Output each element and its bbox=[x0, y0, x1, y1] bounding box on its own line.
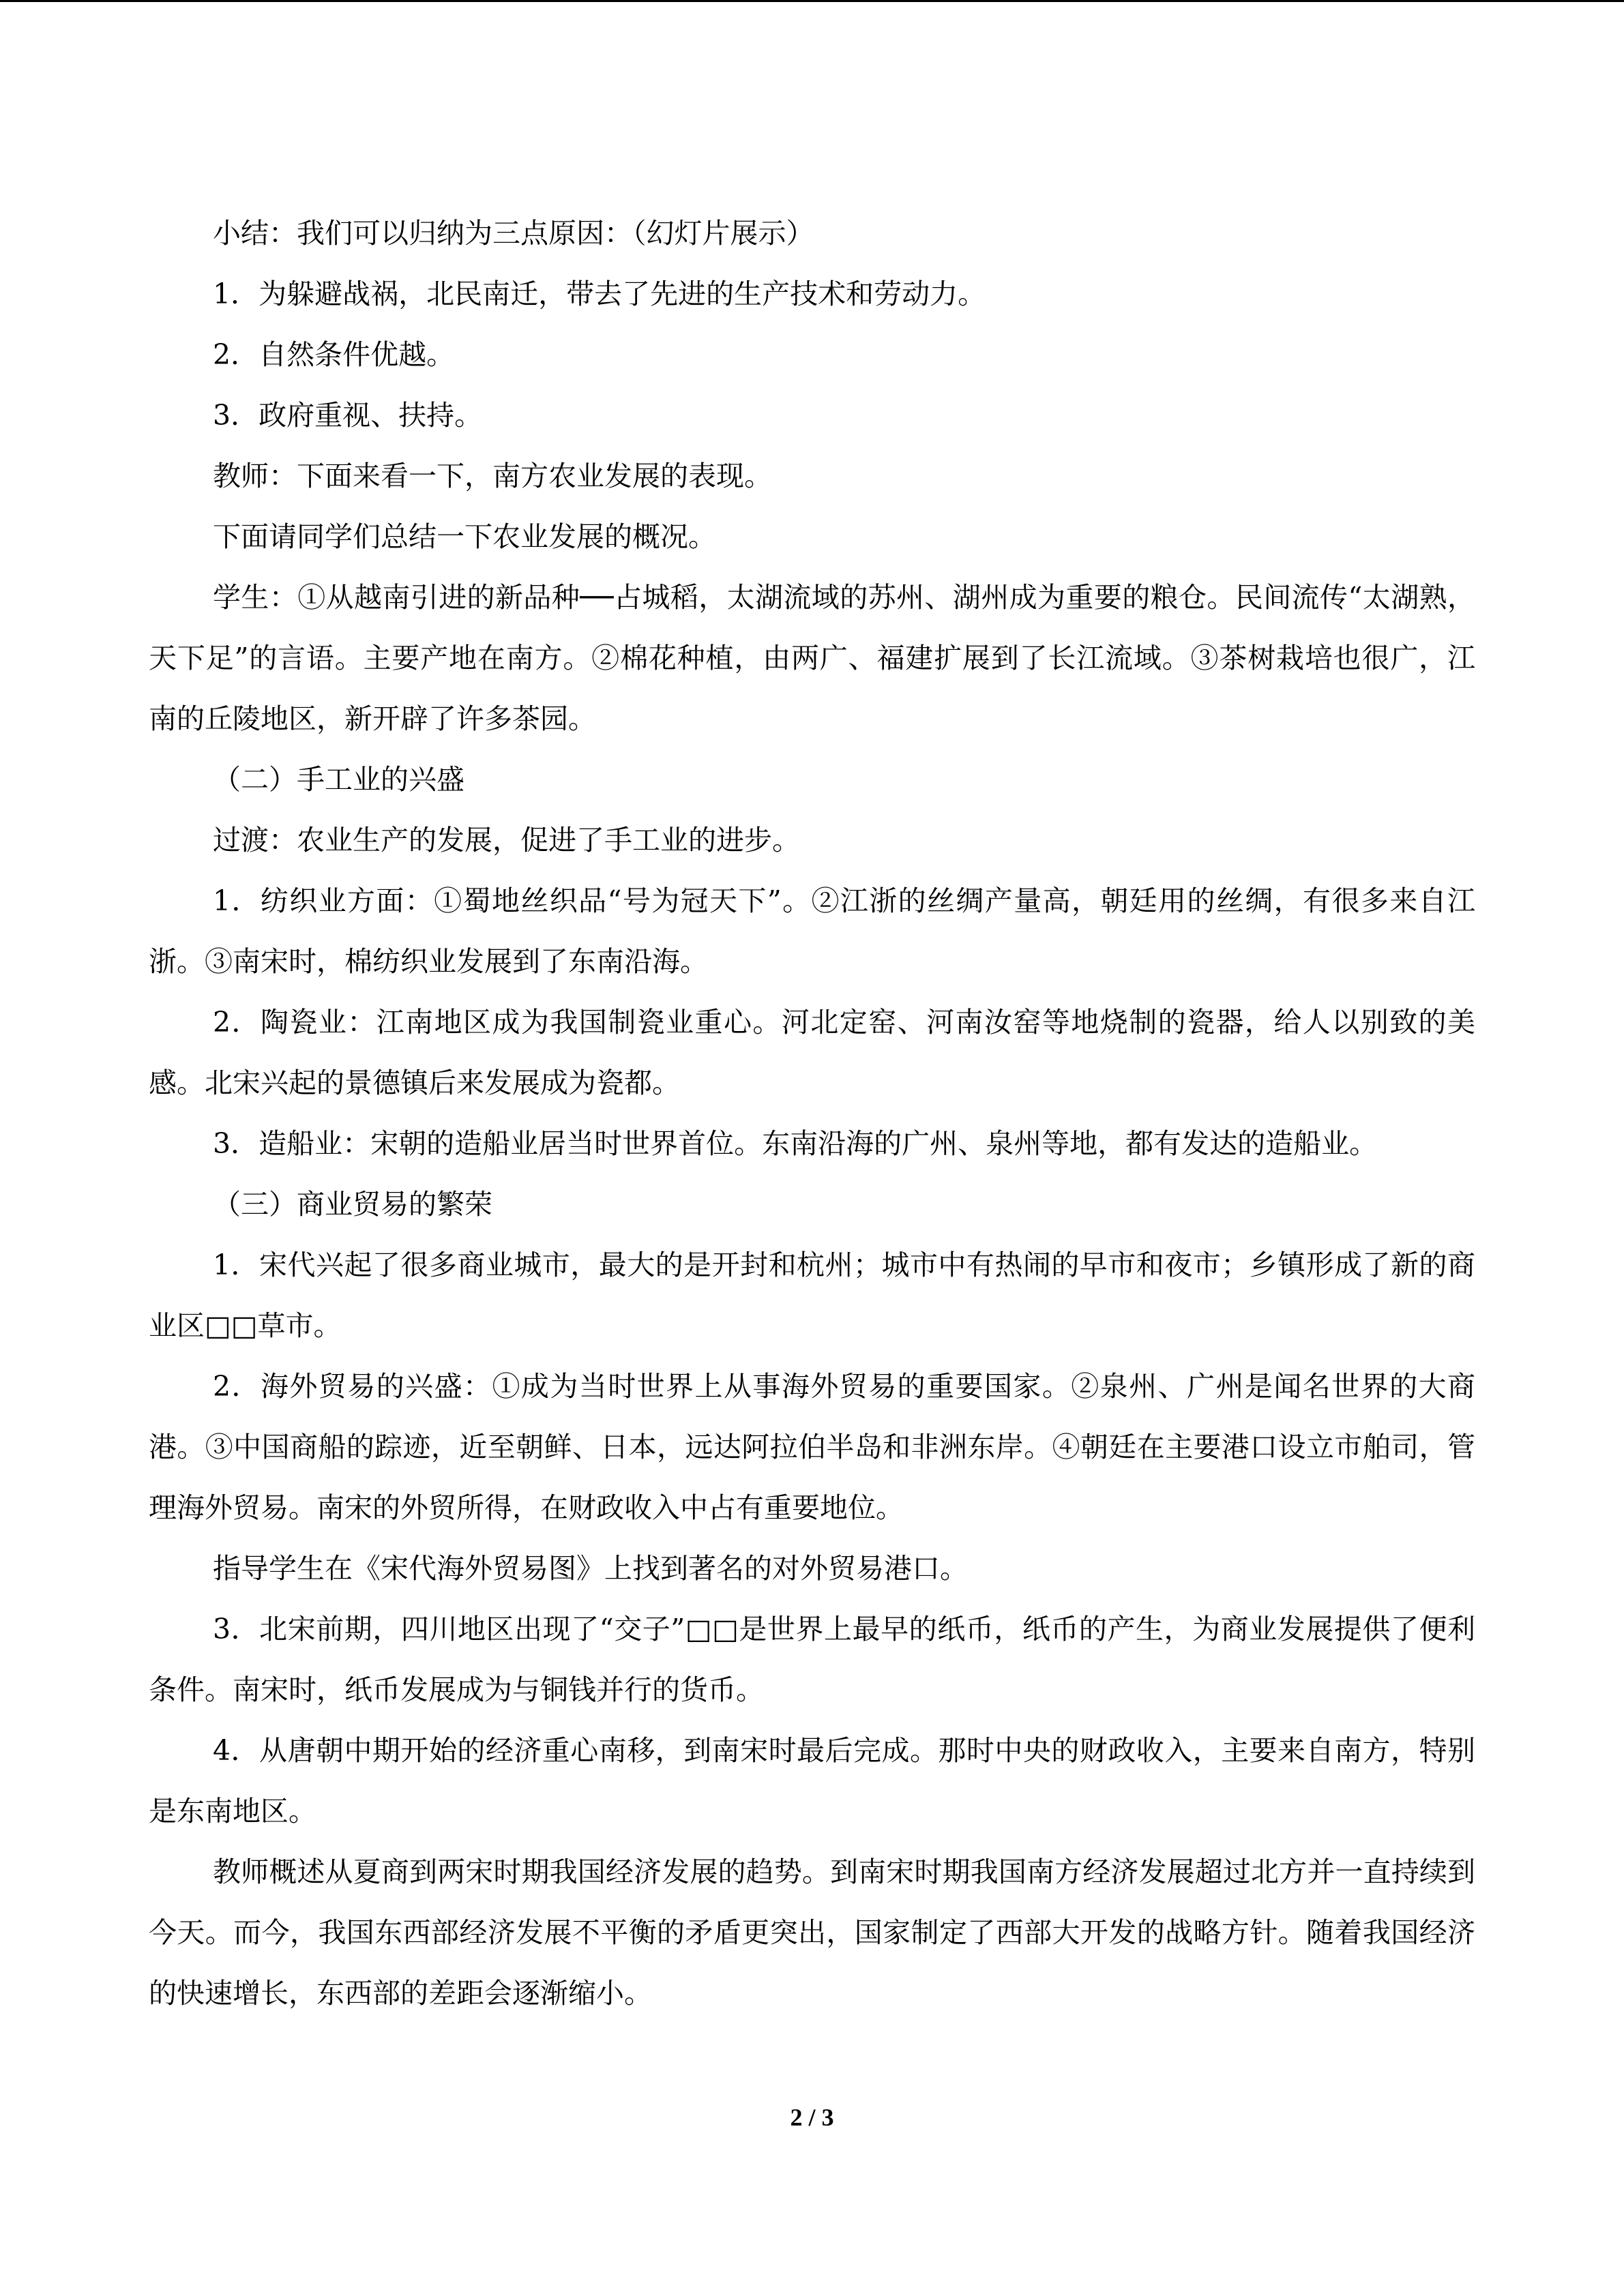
list-item: 2．陶瓷业：江南地区成为我国制瓷业重心。河北定窑、河南汝窑等地烧制的瓷器，给人以别致的美感。北宋兴起的景德镇后来发展成为瓷都。 bbox=[149, 1006, 1475, 1099]
list-item: 1．纺织业方面：①蜀地丝织品“号为冠天下”。②江浙的丝绸产量高，朝廷用的丝绸，有很多来自江浙。③南宋时，棉纺织业发展到了东南沿海。 bbox=[149, 884, 1475, 978]
page-number: 2 / 3 bbox=[790, 2104, 834, 2131]
prompt-paragraph: 下面请同学们总结一下农业发展的概况。 bbox=[213, 520, 716, 553]
section-heading: （三）商业贸易的繁荣 bbox=[213, 1188, 492, 1221]
student-paragraph: 学生：①从越南引进的新品种──占城稻，太湖流域的苏州、湖州成为重要的粮仓。民间流传“太湖熟，天下足”的言语。主要产地在南方。②棉花种植，由两广、福建扩展到了长江流域。③茶树栽培也很广，江南的丘陵地区，新开辟了许多茶园。 bbox=[149, 581, 1475, 735]
reason-item: 1．为躲避战祸，北民南迁，带去了先进的生产技术和劳动力。 bbox=[213, 278, 986, 310]
top-rule bbox=[0, 0, 1624, 2]
section-heading: （二）手工业的兴盛 bbox=[213, 763, 464, 796]
transition-paragraph: 过渡：农业生产的发展，促进了手工业的进步。 bbox=[213, 824, 800, 856]
reason-item: 2．自然条件优越。 bbox=[213, 338, 455, 371]
list-item: 3．造船业：宋朝的造船业居当时世界首位。东南沿海的广州、泉州等地，都有发达的造船业。 bbox=[213, 1127, 1378, 1160]
list-item: 4．从唐朝中期开始的经济重心南移，到南宋时最后完成。那时中央的财政收入，主要来自南方，特别是东南地区。 bbox=[149, 1734, 1475, 1828]
teacher-paragraph: 教师：下面来看一下，南方农业发展的表现。 bbox=[213, 460, 772, 492]
body-text bbox=[149, 203, 1475, 2024]
list-item: 1．宋代兴起了很多商业城市，最大的是开封和杭州；城市中有热闹的早市和夜市；乡镇形成了新的商业区□□草市。 bbox=[149, 1249, 1475, 1342]
reason-item: 3．政府重视、扶持。 bbox=[213, 399, 483, 432]
list-item: 2．海外贸易的兴盛：①成为当时世界上从事海外贸易的重要国家。②泉州、广州是闻名世界的大商港。③中国商船的踪迹，近至朝鲜、日本，远达阿拉伯半岛和非洲东岸。④朝廷在主要港口设立市舶司，管理海外贸易。南宋的外贸所得，在财政收入中占有重要地位。 bbox=[149, 1370, 1475, 1524]
guide-paragraph: 指导学生在《宋代海外贸易图》上找到著名的对外贸易港口。 bbox=[213, 1552, 968, 1585]
teacher-paragraph: 教师概述从夏商到两宋时期我国经济发展的趋势。到南宋时期我国南方经济发展超过北方并一直持续到今天。而今，我国东西部经济发展不平衡的矛盾更突出，国家制定了西部大开发的战略方针。随着我国经济的快速增长，东西部的差距会逐渐缩小。 bbox=[149, 1855, 1475, 2010]
list-item: 3．北宋前期，四川地区出现了“交子”□□是世界上最早的纸币，纸币的产生，为商业发展提供了便利条件。南宋时，纸币发展成为与铜钱并行的货币。 bbox=[149, 1613, 1475, 1706]
summary-heading: 小结：我们可以归纳为三点原因：（幻灯片展示） bbox=[213, 217, 814, 250]
